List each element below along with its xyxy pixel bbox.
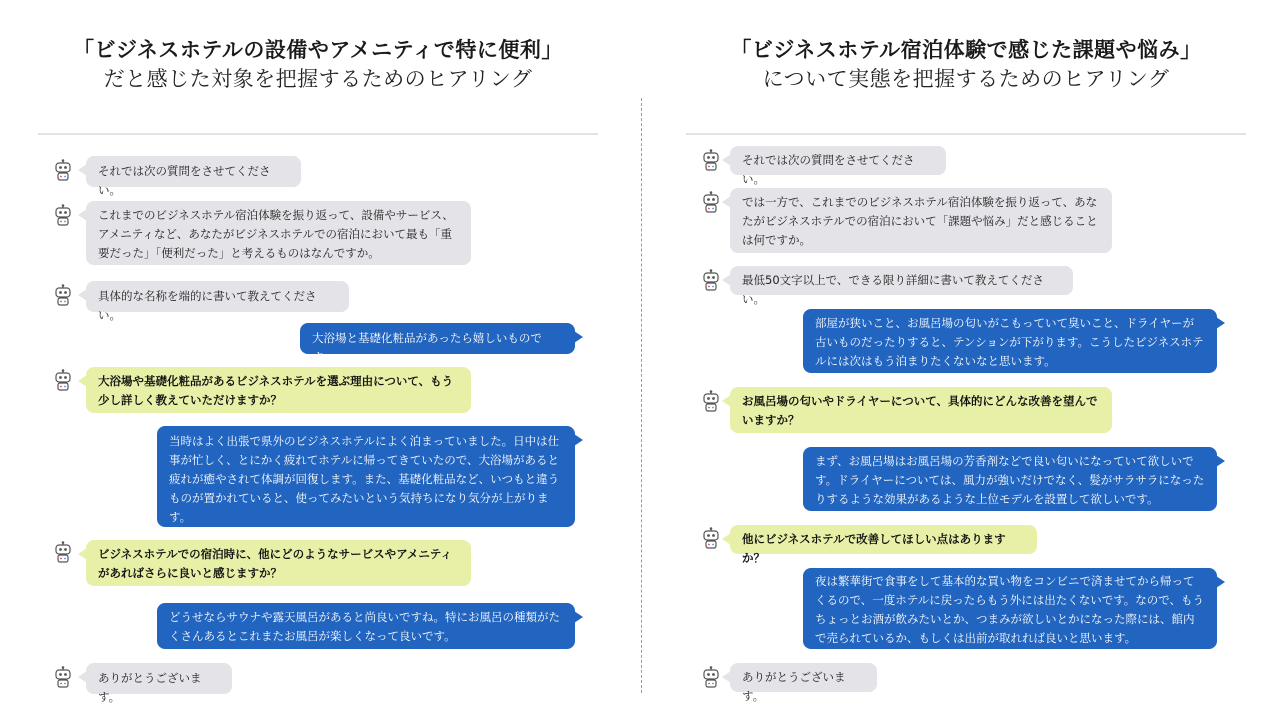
chat-bubble-user: 夜は繁華街で食事をして基本的な買い物をコンビニで済ませてから帰ってくるので、一度ホテルに戻ったらもう外には出たくないです。なので、もうちょっとお酒が飲みたいとか、つまみが欲しいとかになった際には、館内で売られているか、もしくは出前が取れれば良いと思います。 [803,568,1217,649]
right-title [686,36,1246,94]
right-panel [686,0,1246,723]
left-title-line2: だと感じた対象を把握するためのヒアリング [103,67,533,91]
chat-bubble-user: 大浴場と基礎化粧品があったら嬉しいものです。 [300,323,575,354]
chat-bubble-user: まず、お風呂場はお風呂場の芳香剤などで良い匂いになっていて欲しいです。ドライヤーについては、風力が強いだけでなく、髪がサラサラになったりするような効果があるような上位モデルを設置して欲しいです。 [803,447,1217,511]
robot-icon [702,666,720,688]
right-title-line1: 「ビジネスホテル宿泊体験で感じた課題や悩み」 [730,38,1202,62]
left-header-rule [38,133,598,135]
chat-bubble-bot: それでは次の質問をさせてください。 [86,156,301,187]
robot-icon [54,284,72,306]
right-header-rule [686,133,1246,135]
chat-bubble-user: 当時はよく出張で県外のビジネスホテルによく泊まっていました。日中は仕事が忙しく、とにかく疲れてホテルに帰ってきていたので、大浴場があると疲れが癒やされて体調が回復します。また、基礎化粧品など、いつもと違うものが置かれていると、使ってみたいという気持ちになり気分が上がります。 [157,426,575,527]
chat-bubble-user: 部屋が狭いこと、お風呂場の匂いがこもっていて臭いこと、ドライヤーが古いものだったりすると、テンションが下がります。こうしたビジネスホテルには次はもう泊まりたくないなと思います。 [803,309,1217,373]
robot-icon [54,159,72,181]
chat-bubble-highlight: 他にビジネスホテルで改善してほしい点はありますか？ [730,525,1037,554]
robot-icon [54,666,72,688]
robot-icon [702,527,720,549]
robot-icon [702,269,720,291]
chat-bubble-bot: これまでのビジネスホテル宿泊体験を振り返って、設備やサービス、アメニティなど、あなたがビジネスホテルでの宿泊において最も「重要だった」「便利だった」と考えるものはなんですか。 [86,201,471,265]
chat-bubble-highlight: ビジネスホテルでの宿泊時に、他にどのようなサービスやアメニティがあればさらに良いと感じますか？ [86,540,471,586]
robot-icon [702,149,720,171]
chat-bubble-bot: それでは次の質問をさせてください。 [730,146,946,175]
chat-bubble-bot: ありがとうございます。 [730,663,877,692]
robot-icon [702,390,720,412]
chat-bubble-bot: では一方で、これまでのビジネスホテル宿泊体験を振り返って、あなたがビジネスホテルでの宿泊において「課題や悩み」だと感じることは何ですか。 [730,188,1112,253]
center-divider [641,98,642,693]
robot-icon [54,369,72,391]
chat-bubble-bot: 最低50文字以上で、できる限り詳細に書いて教えてください。 [730,266,1073,295]
chat-bubble-user: どうせならサウナや露天風呂があると尚良いですね。特にお風呂の種類がたくさんあるとこれまたお風呂が楽しくなって良いです。 [157,603,575,649]
right-title-line2: について実態を把握するためのヒアリング [762,67,1170,91]
left-title [38,36,598,94]
robot-icon [54,204,72,226]
chat-bubble-highlight: お風呂場の匂いやドライヤーについて、具体的にどんな改善を望んでいますか？ [730,387,1112,433]
chat-bubble-bot: 具体的な名称を端的に書いて教えてください。 [86,281,349,312]
chat-bubble-highlight: 大浴場や基礎化粧品があるビジネスホテルを選ぶ理由について、もう少し詳しく教えていただけますか？ [86,367,471,413]
left-panel [38,0,598,723]
robot-icon [702,191,720,213]
robot-icon [54,541,72,563]
chat-bubble-bot: ありがとうございます。 [86,663,232,694]
left-title-line1: 「ビジネスホテルの設備やアメニティで特に便利」 [73,38,563,62]
